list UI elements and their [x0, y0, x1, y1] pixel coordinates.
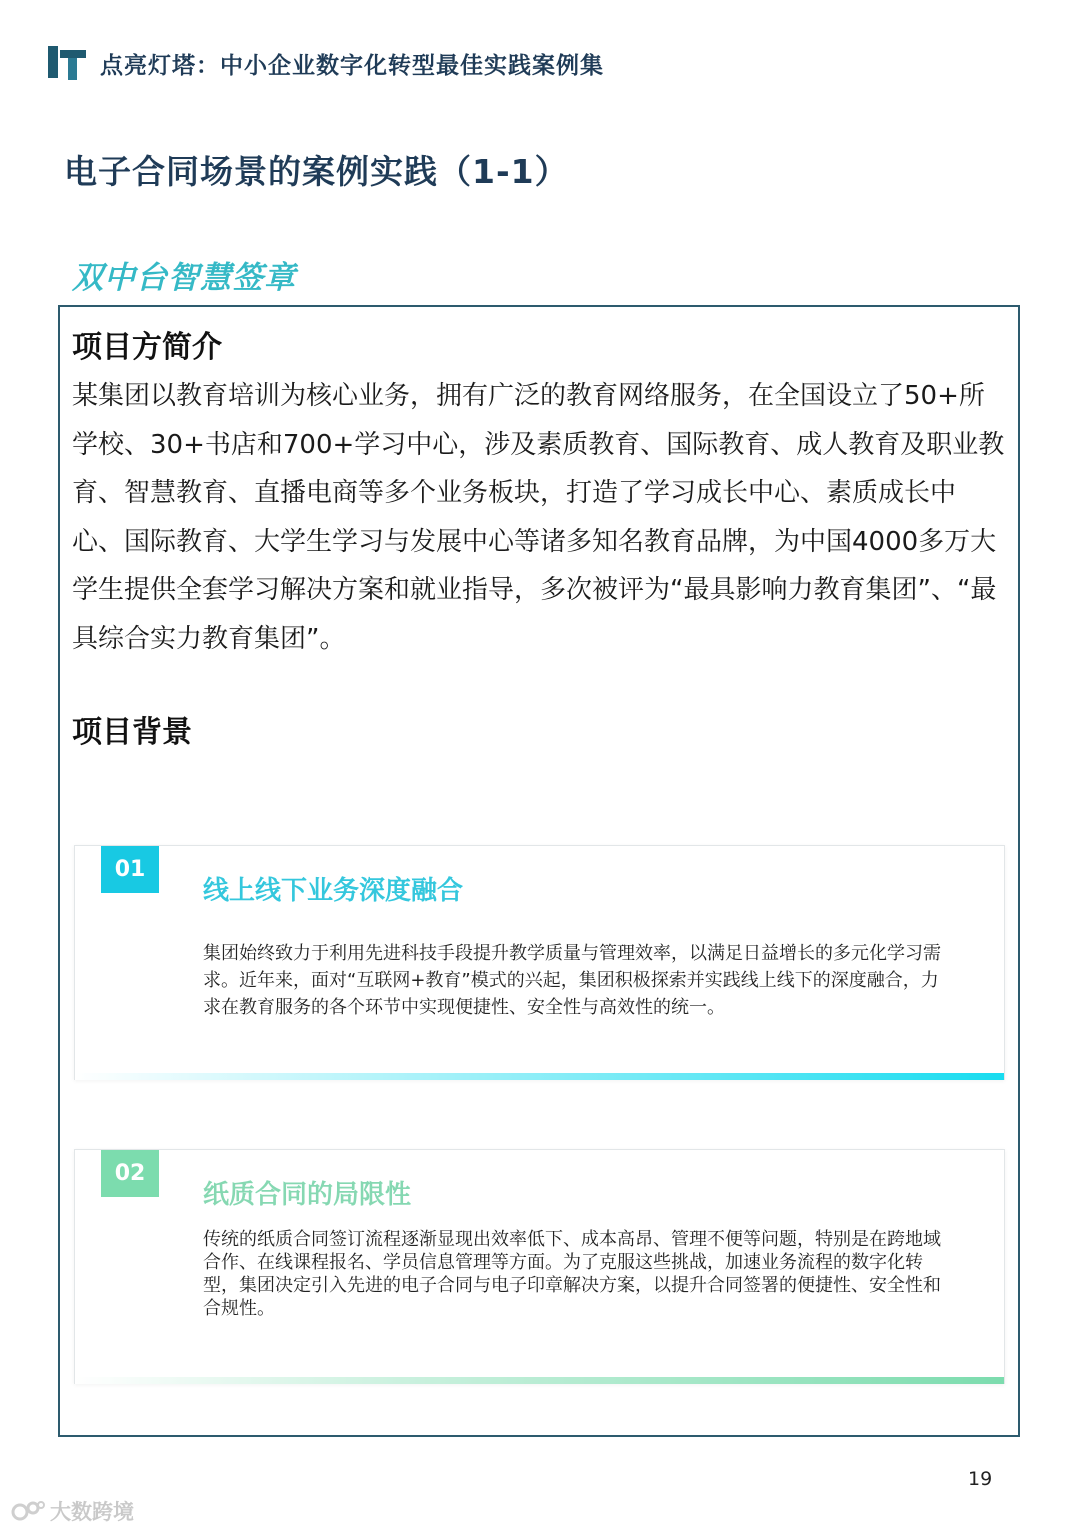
page-header [48, 44, 604, 82]
background-card-1 [74, 845, 1005, 1080]
card-number-badge: 01 [101, 846, 159, 893]
section-label: 双中台智慧签章 [72, 260, 296, 296]
page-number: 19 [968, 1468, 993, 1490]
page-title: 电子合同场景的案例实践（1-1） [64, 152, 569, 191]
card-number-badge: 02 [101, 1150, 159, 1197]
watermark-logo-icon [10, 1498, 46, 1524]
background-heading: 项目背景 [72, 715, 192, 750]
background-card-2 [74, 1149, 1005, 1384]
card-title: 线上线下业务深度融合 [203, 876, 464, 906]
watermark [10, 1496, 134, 1526]
intro-heading: 项目方简介 [72, 330, 222, 365]
card-body: 传统的纸质合同签订流程逐渐显现出效率低下、成本高昂、管理不便等问题，特别是在跨地域合作、在线课程报名、学员信息管理等方面。为了克服这些挑战，加速业务流程的数字化转型，集团决定引入先进的电子合同与电子印章解决方案，以提升合同签署的便捷性、安全性和合规性。 [203, 1229, 941, 1319]
card-accent-line [75, 1073, 1004, 1080]
card-title: 纸质合同的局限性 [203, 1180, 412, 1210]
card-accent-line [75, 1377, 1004, 1384]
header-title: 点亮灯塔：中小企业数字化转型最佳实践案例集 [100, 52, 604, 79]
card-body: 集团始终致力于利用先进科技手段提升教学质量与管理效率，以满足日益增长的多元化学习需求。近年来，面对“互联网+教育”模式的兴起，集团积极探索并实践线上线下的深度融合，力求在教育服务的各个环节中实现便捷性、安全性与高效性的统一。 [203, 943, 941, 1018]
brand-logo-icon [48, 44, 86, 82]
intro-paragraph: 某集团以教育培训为核心业务，拥有广泛的教育网络服务，在全国设立了50+所学校、30+书店和700+学习中心，涉及素质教育、国际教育、成人教育及职业教育、智慧教育、直播电商等多个业务板块，打造了学习成长中心、素质成长中心、国际教育、大学生学习与发展中心等诸多知名教育品牌，为中国4000多万大学生提供全套学习解决方案和就业指导，多次被评为“最具影响力教育集团”、“最具综合实力教育集团”。 [72, 381, 1005, 654]
watermark-text: 大数跨境 [50, 1500, 134, 1524]
